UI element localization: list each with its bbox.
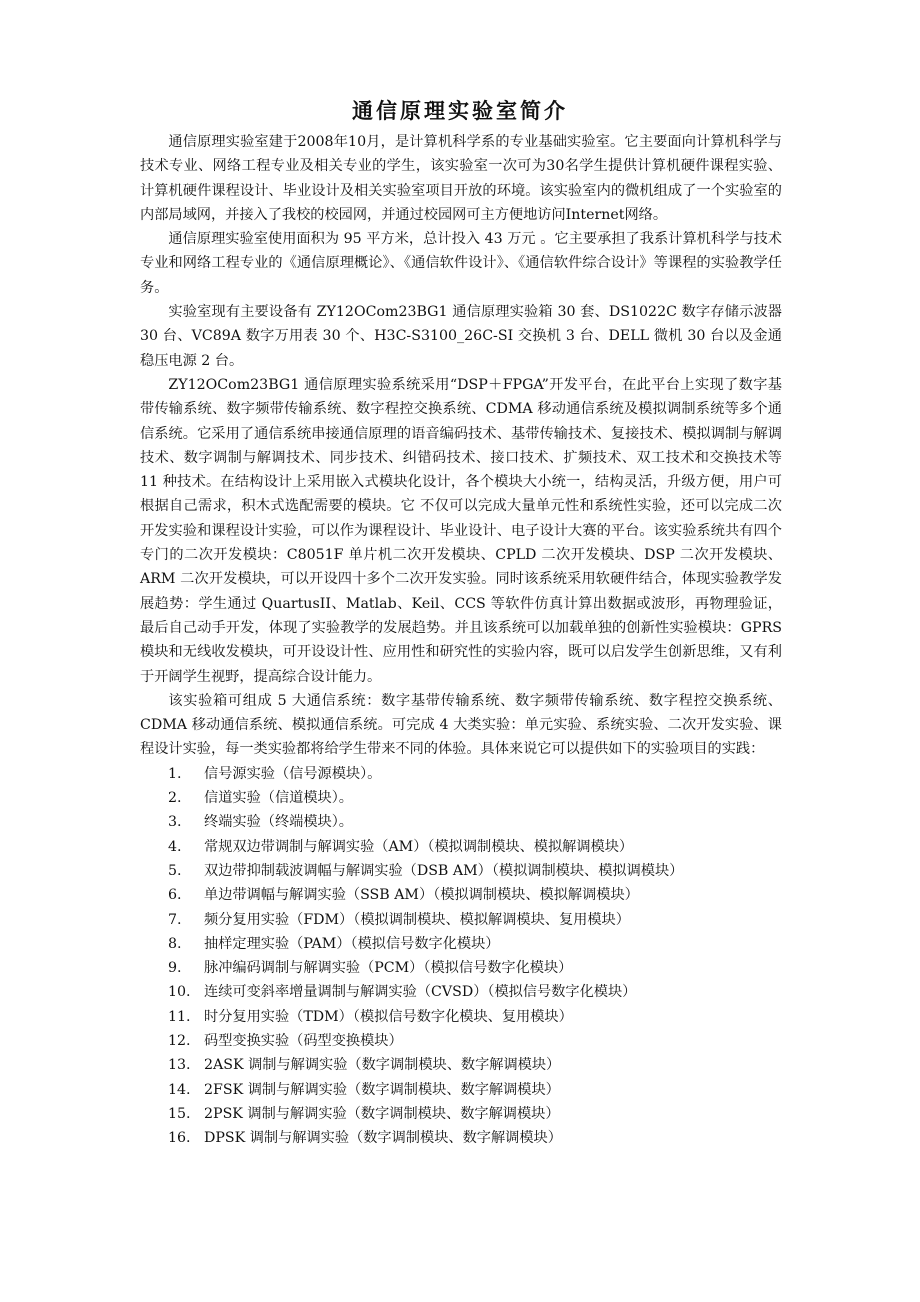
list-item <box>140 1005 782 1029</box>
list-item-text: 2FSK 调制与解调实验（数字调制模块、数字解调模块） <box>204 1081 560 1098</box>
list-item-text: 码型变换实验（码型变换模块） <box>204 1032 403 1049</box>
list-item <box>140 1126 782 1150</box>
list-item-number: 13. <box>168 1057 191 1074</box>
list-item-text: 信道实验（信道模块）。 <box>204 790 353 807</box>
list-item-number: 12. <box>168 1032 191 1049</box>
area-investment-paragraph: 通信原理实验室使用面积为 95 平方米，总计投入 43 万元 。它主要承担了我系计算机科学与技术专业和网络工程专业的《通信原理概论》、《通信软件设计》、《通信软件综合设计》等课程的实验教学任务。 <box>140 231 782 296</box>
list-item-text: 连续可变斜率增量调制与解调实验（CVSD）（模拟信号数字化模块） <box>204 984 637 1001</box>
equipment-paragraph: 实验室现有主要设备有 ZY12OCom23BG1 通信原理实验箱 30 套、DS1022C 数字存储示波器 30 台、VC89A 数字万用表 30 个、H3C-S3100_26C-SI 交换机 3 台、DELL 微机 30 台以及金通稳压电源 2 台。 <box>140 304 782 369</box>
list-item-number: 11. <box>168 1008 191 1025</box>
list-item-number: 8. <box>168 935 182 952</box>
list-item-text: 终端实验（终端模块）。 <box>204 814 353 831</box>
list-item <box>140 810 782 834</box>
list-item-number: 16. <box>168 1130 191 1147</box>
list-item <box>140 786 782 810</box>
list-item-text: 单边带调幅与解调实验（SSB AM）（模拟调制模块、模拟解调模块） <box>204 887 639 904</box>
list-item-text: 频分复用实验（FDM）（模拟调制模块、模拟解调模块、复用模块） <box>204 911 630 928</box>
list-item-number: 7. <box>168 911 182 928</box>
list-item-text: 2ASK 调制与解调实验（数字调制模块、数字解调模块） <box>204 1057 561 1074</box>
list-item-number: 5. <box>168 862 182 879</box>
list-item <box>140 956 782 980</box>
list-item-number: 6. <box>168 887 182 904</box>
list-item-text: 时分复用实验（TDM）（模拟信号数字化模块、复用模块） <box>204 1008 573 1025</box>
page-title: 通信原理实验室简介 <box>352 99 568 123</box>
list-item-text: 信号源实验（信号源模块）。 <box>204 765 382 782</box>
document-body <box>140 130 782 1150</box>
intro-paragraph: 通信原理实验室建于2008年10月，是计算机科学系的专业基础实验室。它主要面向计算机科学与技术专业、网络工程专业及相关专业的学生，该实验室一次可为30名学生提供计算机硬件课程实验、计算机硬件课程设计、毕业设计及相关实验室项目开放的环境。该实验室内的微机组成了一个实验室的内部局域网，并接入了我校的校园网，并通过校园网可主方便地访问Internet网络。 <box>140 134 782 223</box>
list-item <box>140 859 782 883</box>
list-item-number: 9. <box>168 960 182 977</box>
list-item-text: 双边带抑制载波调幅与解调实验（DSB AM）（模拟调制模块、模拟调模块） <box>204 862 684 879</box>
list-item <box>140 762 782 786</box>
list-item-number: 15. <box>168 1105 191 1122</box>
list-item-text: 抽样定理实验（PAM）（模拟信号数字化模块） <box>204 935 500 952</box>
list-item-number: 2. <box>168 790 182 807</box>
list-item <box>140 883 782 907</box>
list-item-text: 2PSK 调制与解调实验（数字调制模块、数字解调模块） <box>204 1105 560 1122</box>
system-description-paragraph: ZY12OCom23BG1 通信原理实验系统采用“DSP＋FPGA”开发平台，在此平台上实现了数字基带传输系统、数字频带传输系统、数字程控交换系统、CDMA 移动通信系统及模拟调制系统等多个通信系统。它采用了通信系统串接通信原理的语音编码技术、基带传输技术、复接技术、模拟调制与解调技术、数字调制与解调技术、同步技术、纠错码技术、接口技术、扩频技术、双工技术和交换技术等 11 种技术。在结构设计上采用嵌入式模块化设计，各个模块大小统一，结构灵活，升级方便，用户可根据自己需求，积木式选配需要的模块。它 不仅可以完成大量单元性和系统性实验，还可以完成二次开发实验和课程设计实验，可以作为课程设计、毕业设计、电子设计大赛的平台。该实验系统共有四个专门的二次开发模块：C8051F 单片机二次开发模块、CPLD 二次开发模块、DSP 二次开发模块、ARM 二次开发模块，可以开设四十多个二次开发实验。同时该系统采用软硬件结合，体现实验教学发展趋势：学生通过 QuartusII、Matlab、Keil、CCS 等软件仿真计算出数据或波形，再物理验证，最后自己动手开发，体现了实验教学的发展趋势。并且该系统可以加载单独的创新性实验模块：GPRS 模块和无线收发模块，可开设设计性、应用性和研究性的实验内容，既可以启发学生创新思维，又有利于开阔学生视野，提高综合设计能力。 <box>140 376 782 685</box>
list-item <box>140 835 782 859</box>
list-item-number: 14. <box>168 1081 191 1098</box>
list-item-number: 4. <box>168 838 182 855</box>
list-item <box>140 1053 782 1077</box>
list-item <box>140 932 782 956</box>
list-item-text: 常规双边带调制与解调实验（AM）（模拟调制模块、模拟解调模块） <box>204 838 634 855</box>
list-item-number: 10. <box>168 984 191 1001</box>
list-item <box>140 1029 782 1053</box>
list-item <box>140 1102 782 1126</box>
list-item <box>140 1078 782 1102</box>
list-item <box>140 908 782 932</box>
list-item <box>140 980 782 1004</box>
list-item-number: 3. <box>168 814 182 831</box>
list-item-number: 1. <box>168 765 182 782</box>
experiment-overview-paragraph: 该实验箱可组成 5 大通信系统：数字基带传输系统、数字频带传输系统、数字程控交换系统、CDMA 移动通信系统、模拟通信系统。可完成 4 大类实验：单元实验、系统实验、二次开发实验、课程设计实验，每一类实验都将给学生带来不同的体验。具体来说它可以提供如下的实验项目的实践： <box>140 692 782 758</box>
list-item-text: DPSK 调制与解调实验（数字调制模块、数字解调模块） <box>204 1130 562 1147</box>
experiment-list <box>140 762 782 1151</box>
list-item-text: 脉冲编码调制与解调实验（PCM）（模拟信号数字化模块） <box>204 960 573 977</box>
